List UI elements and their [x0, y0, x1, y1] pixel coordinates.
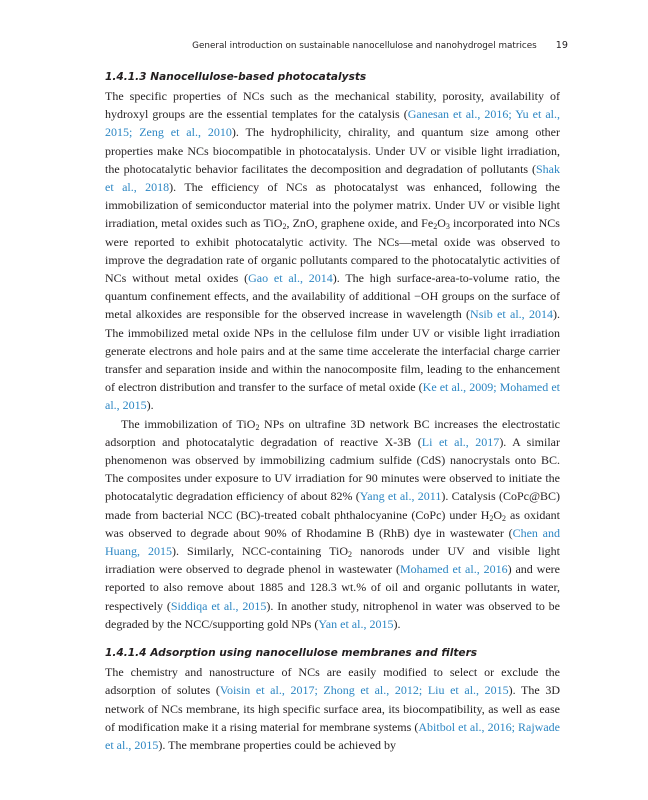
text-run: ). The membrane properties could be achieved by: [158, 737, 397, 752]
section-heading-adsorption: 1.4.1.4 Adsorption using nanocellulose membranes and filters: [105, 647, 478, 660]
running-header: [100, 40, 568, 51]
text-run: ). The efficiency of NCs as photocatalyst was enhanced, following the immobilization of semiconductor material into the polymer matrix. Under UV or visible light irradiation, metal oxides such as TiO: [105, 180, 560, 231]
text-run: ). A similar phenomenon was observed by immobilizing cadmium sulfide (CdS) nanocrystals onto BC. The composites under exposure to UV irradiation for 90 minutes were observed to initiate the photocatalytic degradation efficiency of about 82% (: [105, 434, 560, 504]
paragraph-photocatalysts-2: [105, 415, 560, 633]
citation-link[interactable]: Yan et al., 2015: [318, 616, 394, 631]
text-run: ). Catalysis (CoPc@BC) made from bacterial NCC (BC)-treated cobalt phthalocyanine (CoPc) under H: [105, 489, 560, 522]
subscript: 2: [255, 422, 260, 432]
text-run: The chemistry and nanostructure of NCs are easily modified to select or exclude the adsorption of solutes (: [105, 665, 560, 698]
subscript: 2: [433, 222, 438, 232]
text-run: ).: [146, 398, 154, 413]
citation-link[interactable]: Siddiqa et al., 2015: [170, 598, 267, 613]
text-run: ).: [393, 616, 401, 631]
citation-link[interactable]: Voisin et al., 2017; Zhong et al., 2012; Liu et al., 2015: [219, 683, 509, 698]
citation-link[interactable]: Ganesan et al., 2016; Yu et al., 2015; Zeng et al., 2010: [105, 107, 560, 140]
text-run: ). The immobilized metal oxide NPs in the cellulose film under UV or visible light irradiation generate electrons and hole pairs and at the same time accelerate the interfacial charge carrier transfer and separation inside and within the nanocomposite film, leading to the enhancement of electron distribution and transfer to the surface of metal oxide (: [105, 307, 560, 395]
text-run: ). Similarly, NCC-containing TiO: [172, 544, 349, 559]
text-run: ). In another study, nitrophenol in water was observed to be degraded by the NCC/supporting gold NPs (: [105, 598, 561, 631]
citation-link[interactable]: Li et al., 2017: [421, 434, 500, 449]
citation-link[interactable]: Mohamed et al., 2016: [399, 562, 508, 577]
text-run: The specific properties of NCs such as the mechanical stability, porosity, availability of hydroxyl groups are the essential templates for the catalysis (: [105, 89, 560, 122]
text-run: O: [493, 507, 503, 522]
text-run: O: [437, 216, 446, 231]
page-number: 19: [555, 40, 568, 51]
subscript: 2: [282, 222, 287, 232]
citation-link[interactable]: Yang et al., 2011: [359, 489, 442, 504]
running-head-title: General introduction on sustainable nanocellulose and nanohydrogel matrices: [192, 41, 537, 51]
text-run: as oxidant was observed to degrade about 90% of Rhodamine B (RhB) dye in wastewater (: [105, 507, 560, 540]
paragraph-photocatalysts-1: [105, 87, 560, 415]
text-run: ). The high surface-area-to-volume ratio, the quantum confinement effects, and the availability of additional −OH groups on the surface of metal alkoxides are responsible for the observed increase in wavelength (: [105, 271, 561, 322]
subscript: 2: [502, 513, 507, 523]
body-text: [105, 70, 560, 754]
text-run: ). The 3D network of NCs membrane, its high specific surface area, its biocompatibility, as well as ease of modification make it a rising material for membrane systems (: [105, 683, 560, 734]
subscript: 2: [489, 513, 494, 523]
text-run: The immobilization of TiO: [121, 416, 256, 431]
subscript: 3: [445, 222, 450, 232]
text-run: ) and were reported to also remove about 1885 and 128.3 wt.% of oil and organic pollutants in water, respectively (: [105, 562, 560, 613]
citation-link[interactable]: Abitbol et al., 2016; Rajwade et al., 2015: [105, 719, 560, 752]
text-run: nanorods under UV and visible light irradiation were observed to degrade phenol in wastewater (: [105, 544, 560, 577]
citation-link[interactable]: Ke et al., 2009; Mohamed et al., 2015: [105, 380, 560, 413]
section-heading-photocatalysts: 1.4.1.3 Nanocellulose-based photocatalysts: [105, 71, 367, 83]
text-run: , ZnO, graphene oxide, and Fe: [286, 216, 434, 231]
citation-link[interactable]: Nsib et al., 2014: [470, 307, 553, 322]
text-run: incorporated into NCs were reported to exhibit photocatalytic activity. The NCs—metal oxide was observed to improve the degradation rate of organic pollutants compared to the photocatalytic activities of NCs without metal oxides (: [105, 216, 560, 286]
text-run: ). The hydrophilicity, chirality, and quantum size among other properties make NCs biocompatible in photocatalysis. Under UV or visible light irradiation, the photocatalytic behavior facilitates the decomposition and degradation of pollutants (: [105, 125, 560, 176]
text-run: NPs on ultrafine 3D network BC increases the electrostatic adsorption and photocatalytic degradation of reactive X-3B (: [105, 416, 560, 449]
citation-link[interactable]: Shak et al., 2018: [105, 161, 560, 195]
paragraph-adsorption-1: [105, 663, 560, 754]
subscript: 2: [348, 550, 353, 560]
citation-link[interactable]: Chen and Huang, 2015: [105, 525, 560, 559]
citation-link[interactable]: Gao et al., 2014: [248, 271, 333, 286]
